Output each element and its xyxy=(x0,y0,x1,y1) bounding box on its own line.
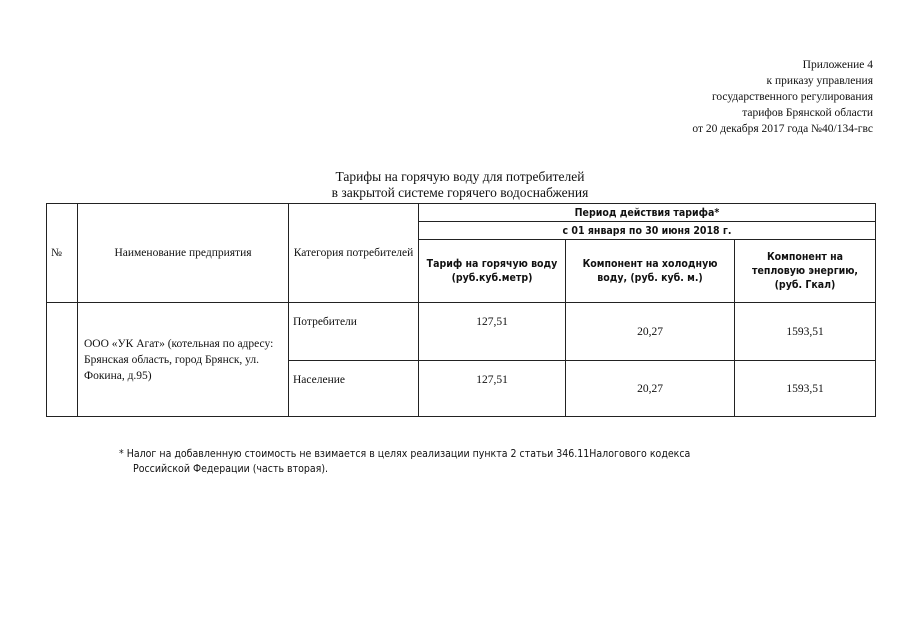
appendix-header xyxy=(692,57,873,137)
header-cold-water: Компонент на холодную воду, (руб. куб. м.) xyxy=(566,240,735,303)
heat-energy-cell: 1593,51 xyxy=(735,303,876,361)
header-organization-name: Наименование предприятия xyxy=(78,204,289,303)
table-row xyxy=(47,303,876,361)
appendix-line: тарифов Брянской области xyxy=(742,107,873,119)
footnote-line: * Налог на добавленную стоимость не взимается в целях реализации пункта 2 статьи 346.11Налогового кодекса xyxy=(119,448,691,460)
tariff-cell: 127,51 xyxy=(419,303,566,361)
category-cell: Потребители xyxy=(289,303,419,361)
header-period-dates: с 01 января по 30 июня 2018 г. xyxy=(419,222,876,240)
header-category: Категория потребителей xyxy=(289,204,419,303)
title-line: в закрытой системе горячего водоснабжения xyxy=(331,185,589,200)
cold-water-cell: 20,27 xyxy=(566,303,735,361)
header-period: Период действия тарифа* xyxy=(419,204,876,222)
appendix-line: от 20 декабря 2017 года №40/134-гвс xyxy=(692,123,873,135)
organization-name: ООО «УК Агат» (котельная по адресу: Брянская область, город Брянск, ул. Фокина, д.95) xyxy=(78,303,289,417)
document-title xyxy=(240,169,680,201)
header-heat-energy: Компонент на тепловую энергию, (руб. Гкал) xyxy=(735,240,876,303)
heat-energy-cell: 1593,51 xyxy=(735,361,876,417)
tariff-table xyxy=(46,203,876,417)
cold-water-cell: 20,27 xyxy=(566,361,735,417)
tariff-cell: 127,51 xyxy=(419,361,566,417)
appendix-line: государственного регулирования xyxy=(711,91,873,103)
appendix-line: к приказу управления xyxy=(766,75,873,87)
row-number xyxy=(47,303,78,417)
footnote-line: Российской Федерации (часть вторая). xyxy=(133,463,329,475)
appendix-line: Приложение 4 xyxy=(802,59,873,71)
title-line: Тарифы на горячую воду для потребителей xyxy=(335,169,585,184)
category-cell: Население xyxy=(289,361,419,417)
header-number: № xyxy=(47,204,78,303)
header-tariff: Тариф на горячую воду (руб.куб.метр) xyxy=(419,240,566,303)
footnote xyxy=(119,447,690,477)
